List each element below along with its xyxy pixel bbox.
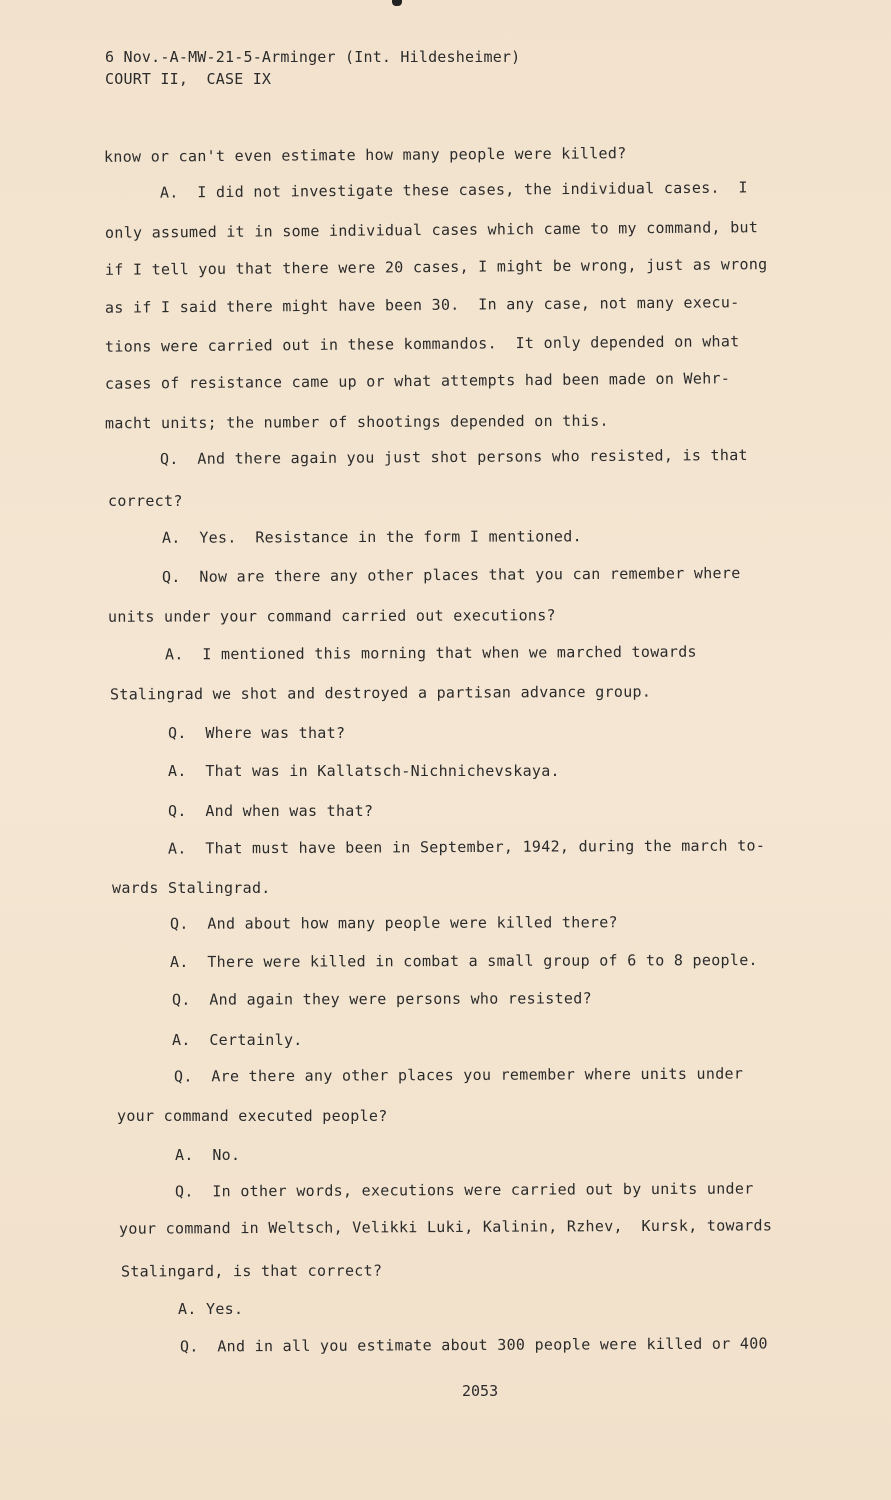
text-line: Q. And in all you estimate about 300 people were killed or 400 xyxy=(179,1334,768,1356)
text-line: units under your command carried out executions? xyxy=(107,606,556,626)
text-line: Q. Are there any other places you remember where units under xyxy=(173,1064,744,1086)
staple-mark xyxy=(392,0,402,6)
header-line-1: 6 Nov.-A-MW-21-5-Arminger (Int. Hildesheimer) xyxy=(105,48,521,66)
text-line: A. There were killed in combat a small group of 6 to 8 people. xyxy=(169,950,758,972)
text-line: as if I said there might have been 30. In any case, not many execu- xyxy=(104,293,740,317)
header-line-2: COURT II, CASE IX xyxy=(105,70,272,88)
text-line: A. No. xyxy=(175,1146,241,1164)
text-line: Q. Where was that? xyxy=(168,724,346,742)
text-line: Q. Now are there any other places that you can remember where xyxy=(161,563,741,587)
text-line: correct? xyxy=(108,492,183,510)
text-line: macht units; the number of shootings depended on this. xyxy=(104,411,609,433)
text-line: tions were carried out in these kommandos. It only depended on what xyxy=(104,332,740,356)
text-line: A. That must have been in September, 1942, during the march to- xyxy=(167,836,766,858)
text-line: know or can't even estimate how many people were killed? xyxy=(103,144,627,166)
text-line: A. That was in Kallatsch-Nichnichevskaya. xyxy=(168,762,560,780)
text-line: your command executed people? xyxy=(117,1107,388,1125)
text-line: Q. And there again you just shot persons who resisted, is that xyxy=(159,445,748,469)
text-line: A. I did not investigate these cases, the individual cases. I xyxy=(159,178,748,202)
text-line: A. Certainly. xyxy=(172,1031,303,1049)
text-line: Stalingard, is that correct? xyxy=(120,1261,383,1281)
text-line: A. Yes. Resistance in the form I mentioned. xyxy=(161,527,582,547)
text-line: if I tell you that there were 20 cases, I might be wrong, just as wrong xyxy=(104,255,768,279)
text-line: your command in Weltsch, Velikki Luki, Kalinin, Rzhev, Kursk, towards xyxy=(118,1216,773,1238)
text-line: A. I mentioned this morning that when we marched towards xyxy=(164,642,697,664)
text-line: wards Stalingrad. xyxy=(112,879,271,897)
text-line: cases of resistance came up or what attempts had been made on Wehr- xyxy=(104,369,731,393)
text-line: only assumed it in some individual cases which came to my command, but xyxy=(104,218,759,242)
page-number: 2053 xyxy=(462,1382,499,1400)
text-line: Q. In other words, executions were carried out by units under xyxy=(174,1179,754,1201)
text-line: Stalingrad we shot and destroyed a partisan advance group. xyxy=(109,682,652,704)
text-line: A. Yes. xyxy=(178,1300,244,1318)
text-line: Q. And when was that? xyxy=(168,802,374,820)
text-line: Q. And about how many people were killed there? xyxy=(169,913,618,933)
text-line: Q. And again they were persons who resisted? xyxy=(171,989,592,1009)
